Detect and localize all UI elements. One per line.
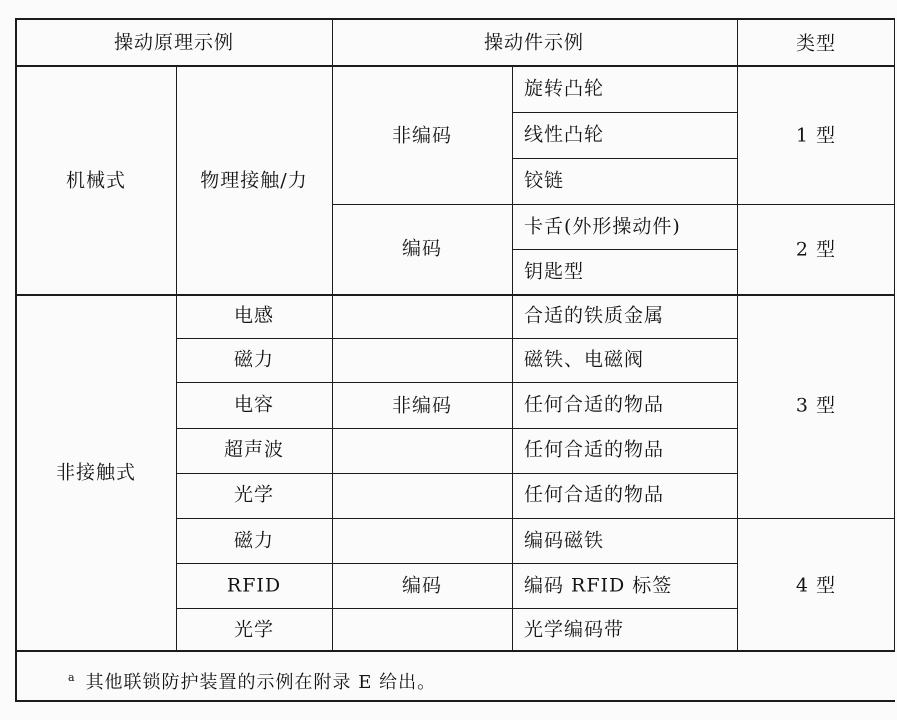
header-bottom-rule	[15, 65, 895, 67]
row-rule	[176, 428, 737, 429]
column-rule	[512, 65, 513, 651]
actuator-key: 钥匙型	[524, 260, 585, 283]
noncontact-coded-label: 编码	[401, 574, 443, 597]
actuator-rotary-cam: 旋转凸轮	[524, 77, 605, 100]
type-3: 3 型	[795, 394, 837, 417]
table-top-border	[15, 18, 895, 20]
principle-rfid: RFID	[226, 574, 282, 597]
table-left-border	[15, 18, 17, 702]
footnote-marker: a	[68, 671, 76, 684]
principle-optical: 光学	[233, 483, 275, 506]
column-rule	[332, 18, 333, 651]
principle-magnetic: 磁力	[233, 348, 275, 371]
category-mechanical: 机械式	[65, 169, 127, 192]
table-body-bottom-rule	[15, 650, 895, 652]
principle-magnetic: 磁力	[233, 529, 275, 552]
actuator-linear-cam: 线性凸轮	[524, 123, 605, 146]
actuator-tongue: 卡舌(外形操动件)	[524, 215, 681, 238]
type-1: 1 型	[795, 124, 837, 147]
row-rule	[512, 112, 737, 113]
row-rule	[512, 249, 737, 250]
category-noncontact: 非接触式	[55, 461, 137, 484]
noncontact-noncoded-label: 非编码	[391, 394, 453, 417]
table-bottom-border	[15, 700, 895, 702]
column-rule	[737, 18, 738, 651]
actuator-any-object: 任何合适的物品	[524, 483, 665, 506]
mechanical-bottom-rule	[15, 294, 895, 296]
actuator-hinge: 铰链	[524, 169, 565, 192]
actuator-coded-magnet: 编码磁铁	[524, 529, 605, 552]
row-rule	[176, 518, 895, 519]
footnote-text: 其他联锁防护装置的示例在附录 E 给出。	[85, 672, 437, 693]
principle-optical: 光学	[233, 618, 275, 641]
type-4: 4 型	[795, 574, 837, 597]
actuator-any-object: 任何合适的物品	[524, 393, 665, 416]
principle-capacitive: 电容	[233, 393, 275, 416]
table-footnote	[68, 671, 437, 693]
row-rule	[176, 608, 737, 609]
header-actuator: 操动件示例	[483, 31, 585, 54]
actuator-ferrous-metal: 合适的铁质金属	[524, 304, 665, 327]
actuator-optical-coded-tape: 光学编码带	[524, 618, 625, 641]
principle-physical-contact: 物理接触/力	[200, 169, 308, 192]
actuator-magnet: 磁铁、电磁阀	[524, 348, 645, 371]
row-rule	[176, 473, 737, 474]
table-right-edge	[894, 18, 895, 651]
row-rule	[176, 382, 737, 383]
row-rule	[332, 204, 895, 205]
actuator-any-object: 任何合适的物品	[524, 438, 665, 461]
mechanical-coded-label: 编码	[401, 237, 443, 260]
header-principle: 操动原理示例	[113, 31, 235, 54]
principle-inductive: 电感	[233, 304, 275, 327]
row-rule	[176, 563, 737, 564]
actuator-coded-rfid-tag: 编码 RFID 标签	[524, 574, 673, 597]
mechanical-noncoded-label: 非编码	[391, 124, 453, 147]
column-rule	[176, 65, 177, 651]
principle-ultrasonic: 超声波	[223, 438, 285, 461]
row-rule	[176, 338, 737, 339]
type-2: 2 型	[795, 238, 837, 261]
header-type: 类型	[795, 32, 837, 55]
row-rule	[512, 158, 737, 159]
